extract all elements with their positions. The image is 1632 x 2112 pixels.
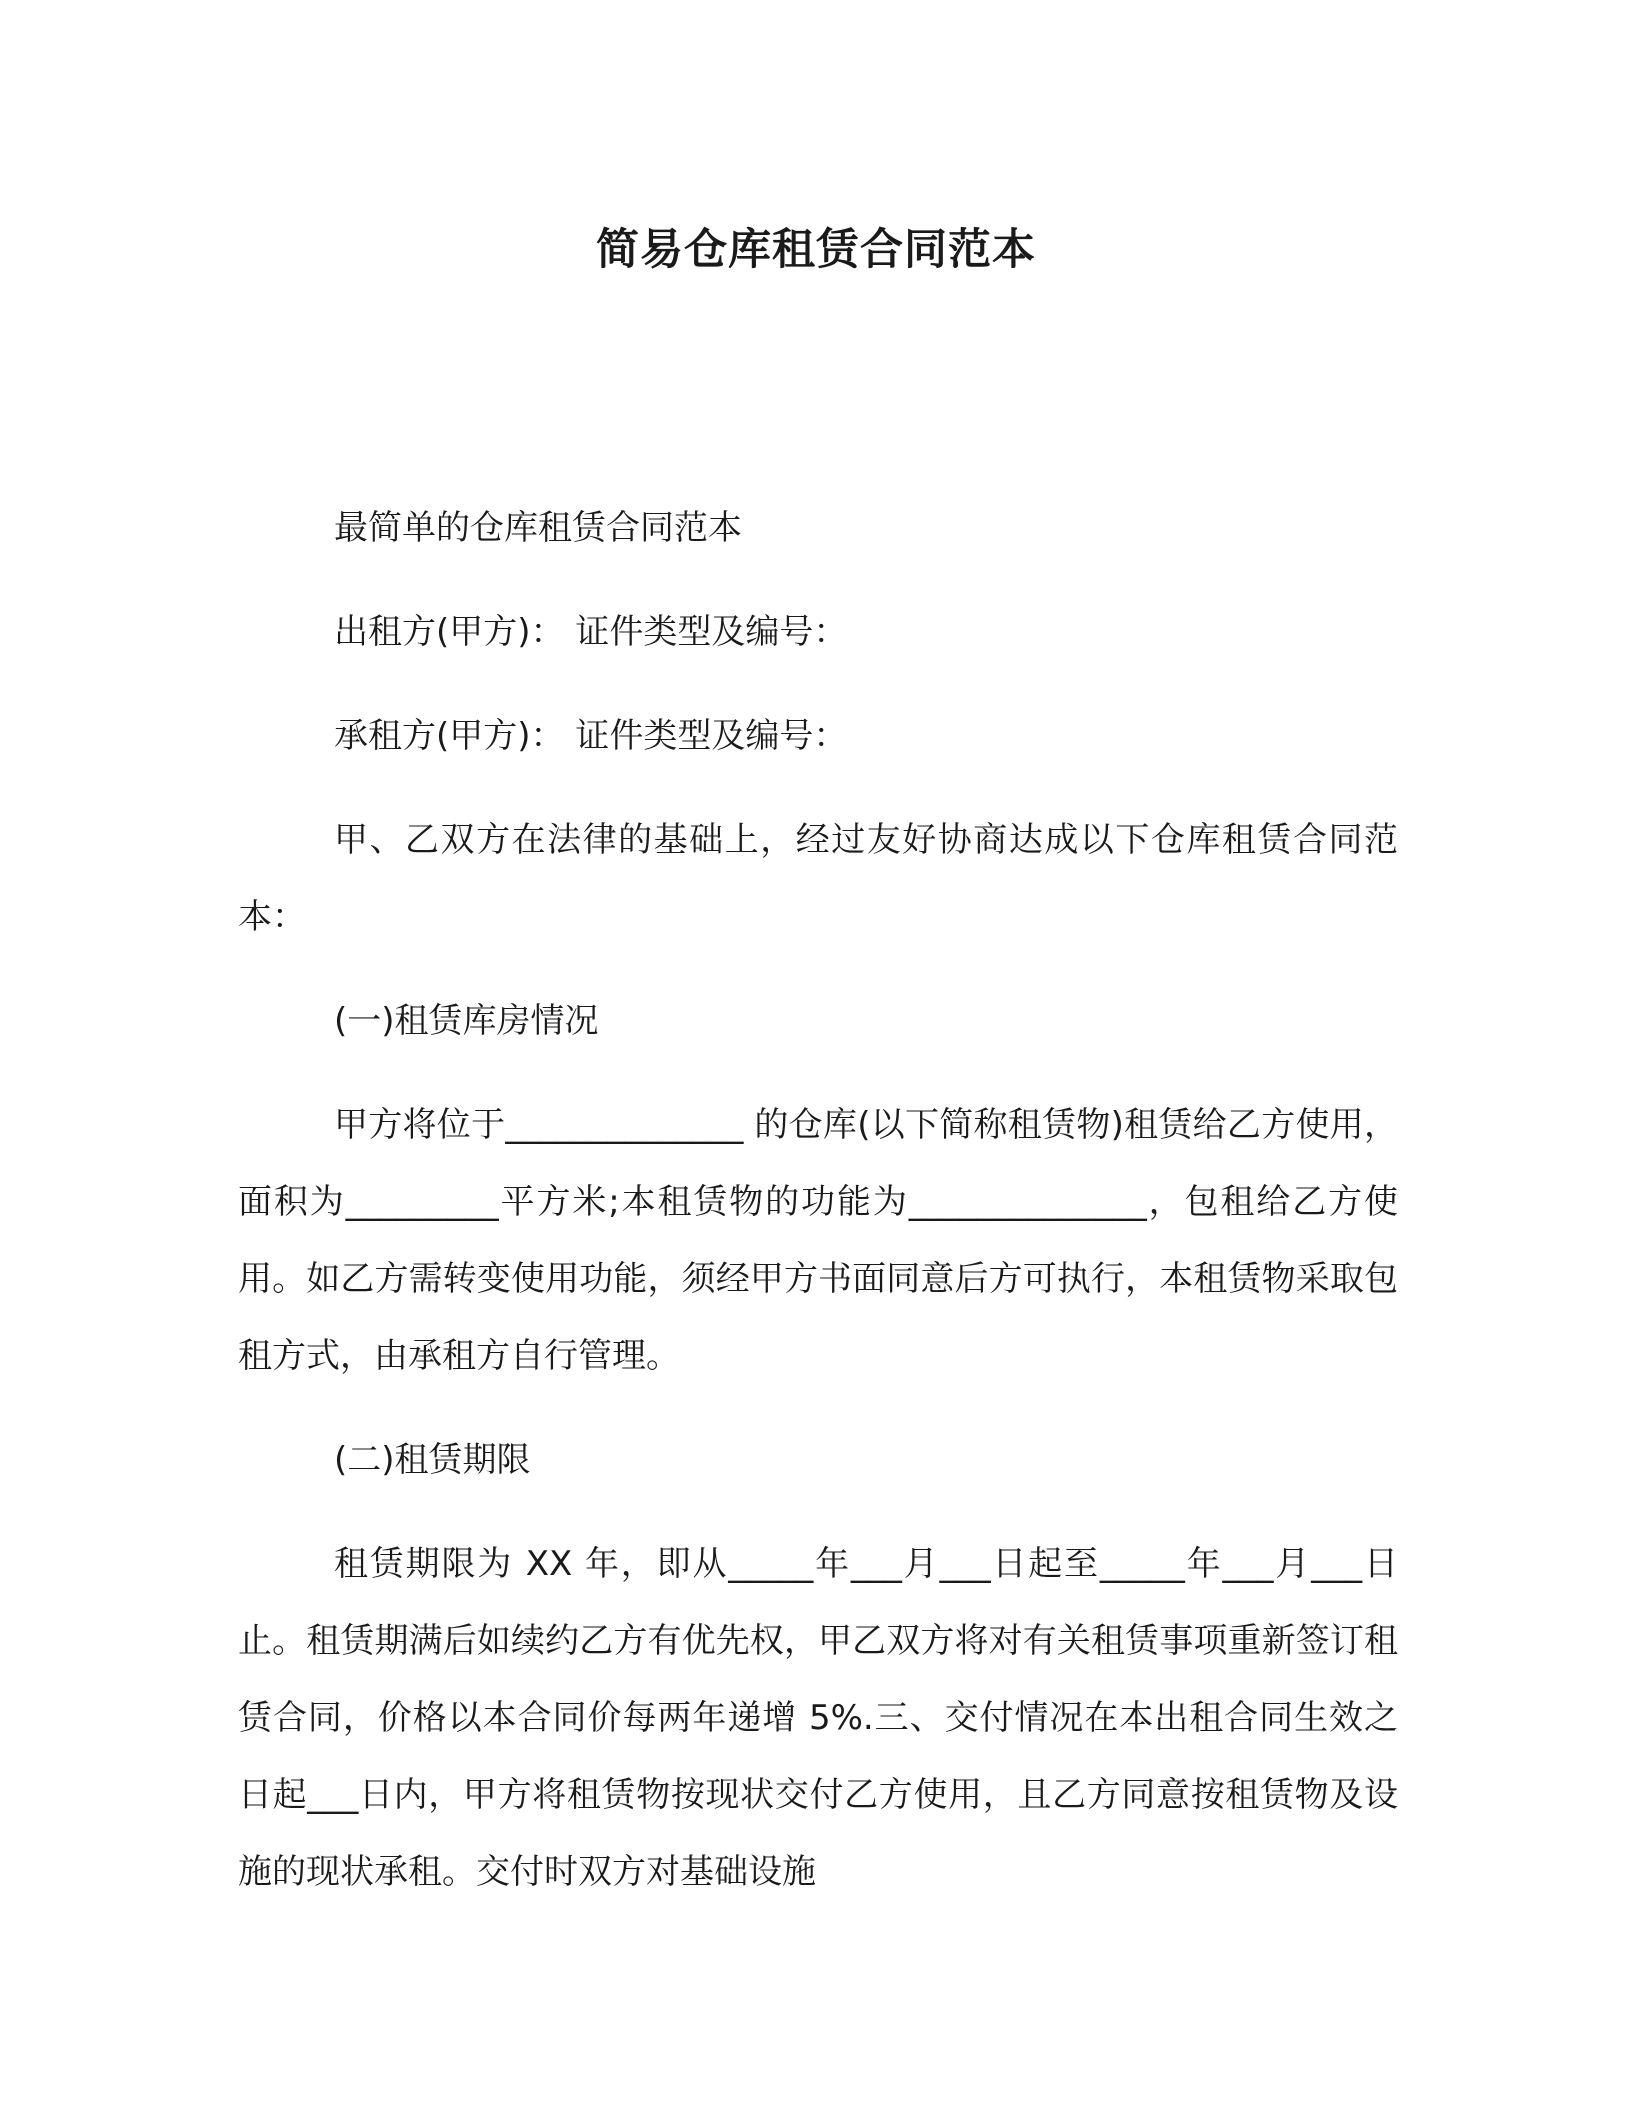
paragraph-subtitle: 最简单的仓库租赁合同范本 <box>334 508 742 548</box>
section-heading-term: (二)租赁期限 <box>334 1440 531 1480</box>
paragraph-term-details: 租赁期限为 XX 年，即从_____年___月___日起至_____年___月___日止。租赁期满后如续约乙方有优先权，甲乙双方将对有关租赁事项重新签订租赁合同，价格以本合同价每两年递增 5%.三、交付情况在本出租合同生效之日起___日内，甲方将租赁物按现状交付乙方使用，且乙方同意按租赁物及设施的现状承租。交付时双方对基础设施 <box>238 1544 1398 1892</box>
document-body <box>238 490 1398 1938</box>
document-title: 简易仓库租赁合同范本 <box>596 225 1036 275</box>
paragraph-warehouse-details: 甲方将位于______________ 的仓库(以下简称租赁物)租赁给乙方使用，面积为_________平方米;本租赁物的功能为______________，包租给乙方使用。如乙方需转变使用功能，须经甲方书面同意后方可执行，本租赁物采取包租方式，由承租方自行管理。 <box>238 1105 1398 1376</box>
section-heading-warehouse: (一)租赁库房情况 <box>334 1001 599 1041</box>
paragraph-lessee: 承租方(甲方)： 证件类型及编号： <box>334 716 848 756</box>
paragraph-lessor: 出租方(甲方)： 证件类型及编号： <box>334 612 848 652</box>
paragraph-preamble: 甲、乙双方在法律的基础上，经过友好协商达成以下仓库租赁合同范本： <box>238 820 1398 937</box>
